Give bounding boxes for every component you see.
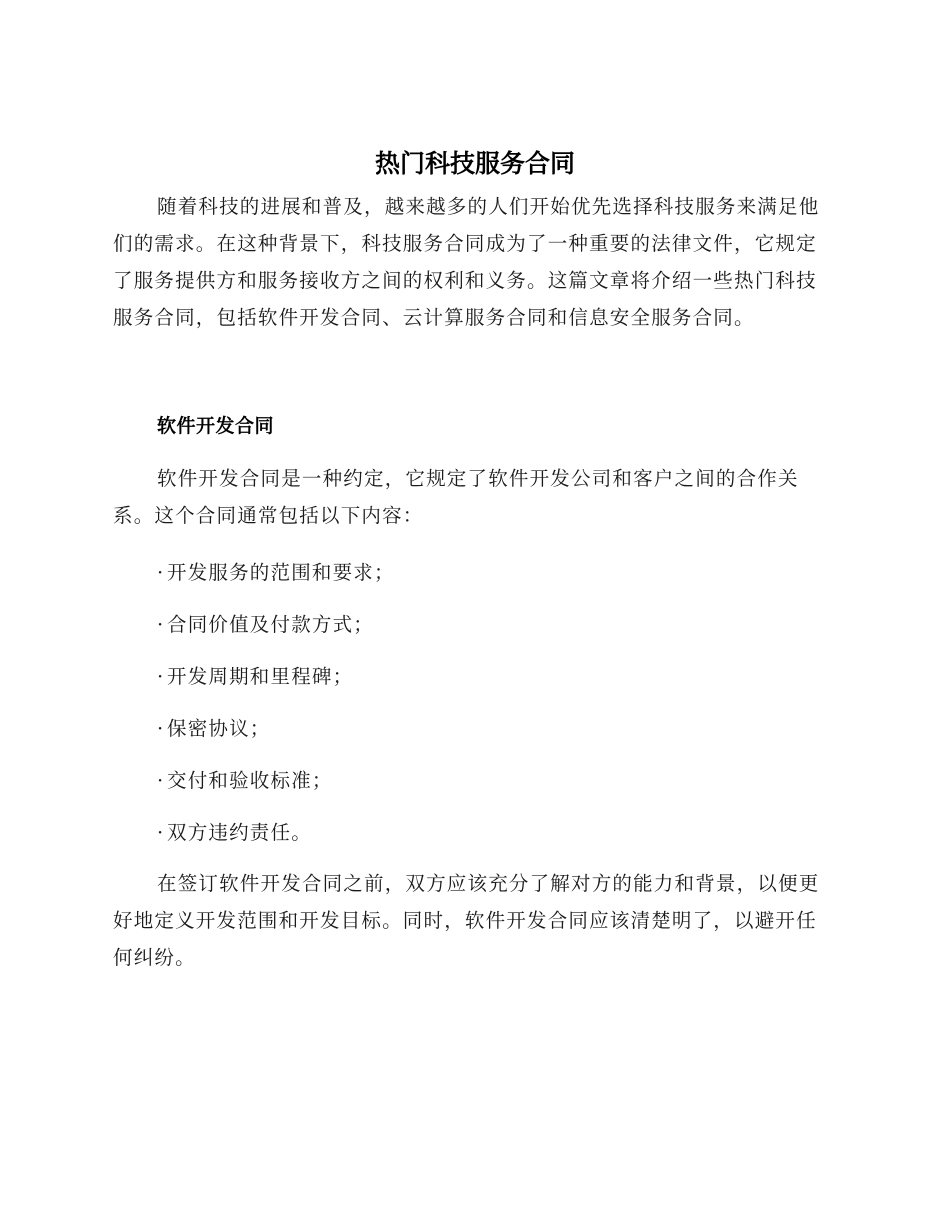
- list-item-text: 双方违约责任。: [167, 821, 312, 844]
- list-item: [157, 762, 395, 814]
- list-item-text: 交付和验收标准；: [167, 769, 333, 792]
- intro-paragraph: 随着科技的进展和普及，越来越多的人们开始优先选择科技服务来满足他们的需求。在这种背景下，科技服务合同成为了一种重要的法律文件，它规定了服务提供方和服务接收方之间的权利和义务。这篇文章将介绍一些热门科技服务合同，包括软件开发合同、云计算服务合同和信息安全服务合同。: [113, 195, 820, 329]
- list-item: [157, 658, 395, 710]
- contract-contents-list: [157, 554, 395, 866]
- closing-paragraph: 在签订软件开发合同之前，双方应该充分了解对方的能力和背景，以便更好地定义开发范围和开发目标。同时，软件开发合同应该清楚明了，以避开任何纠纷。: [113, 872, 820, 969]
- bullet-icon: ·: [157, 613, 165, 636]
- list-item-text: 合同价值及付款方式；: [167, 613, 375, 636]
- list-item: [157, 606, 395, 658]
- bullet-icon: ·: [157, 665, 165, 688]
- bullet-icon: ·: [157, 717, 165, 740]
- list-item-text: 保密协议；: [167, 717, 271, 740]
- list-item-text: 开发周期和里程碑；: [167, 665, 354, 688]
- bullet-icon: ·: [157, 769, 165, 792]
- section-paragraph: 软件开发合同是一种约定，它规定了软件开发公司和客户之间的合作关系。这个合同通常包括以下内容：: [113, 467, 799, 527]
- section-heading: 软件开发合同: [157, 415, 275, 437]
- document-title: 热门科技服务合同: [374, 149, 575, 178]
- bullet-icon: ·: [157, 821, 165, 844]
- list-item: [157, 814, 395, 866]
- list-item-text: 开发服务的范围和要求；: [167, 561, 395, 584]
- list-item: [157, 554, 395, 606]
- bullet-icon: ·: [157, 561, 165, 584]
- list-item: [157, 710, 395, 762]
